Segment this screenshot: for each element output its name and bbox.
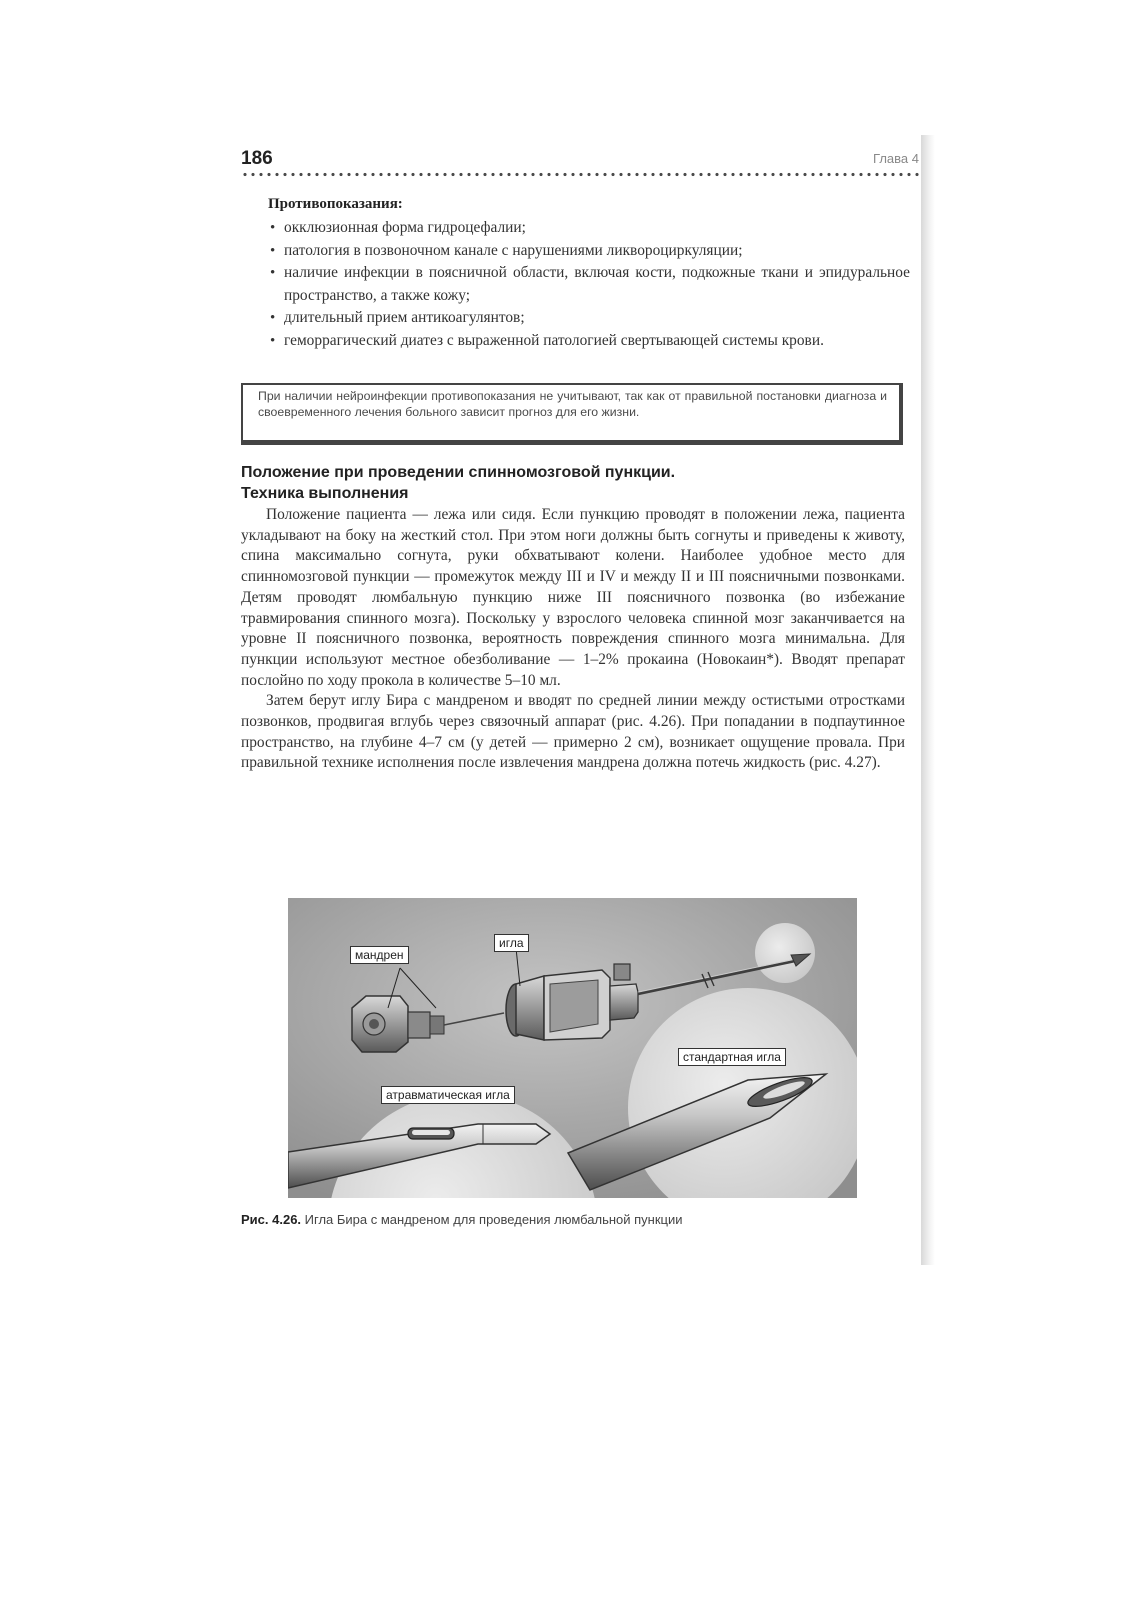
list-item: • длительный прием антикоагулянтов;	[268, 307, 910, 330]
caption-text: Игла Бира с мандреном для проведения люмбальной пункции	[304, 1212, 683, 1227]
paragraph: Затем берут иглу Бира с мандреном и вводят по средней линии между остистыми отростками позвонков, продвигая вглубь через связочный аппарат (рис. 4.26). При попадании в подпаутинное пространство, на глубине 4–7 см (у детей — примерно 2 см), возникает ощущение провала. При правильной технике исполнения после извлечения мандрена должна потечь жидкость (рис. 4.27).	[241, 692, 905, 772]
page-edge-shadow	[921, 135, 935, 1265]
contraindications-section	[268, 196, 910, 352]
running-head: Глава 4	[873, 151, 919, 166]
page-number: 186	[241, 148, 273, 169]
body-text	[241, 505, 905, 774]
label-needle: игла	[494, 934, 529, 952]
section-title-line-1: Положение при проведении спинномозговой пункции.	[241, 464, 676, 481]
section-title	[241, 462, 911, 504]
dotted-rule	[241, 172, 919, 177]
list-item: • геморрагический диатез с выраженной патологией свертывающей системы крови.	[268, 330, 910, 353]
magnifier-circle-small	[755, 923, 815, 983]
label-standard-needle: стандартная игла	[678, 1048, 786, 1066]
label-atraumatic-needle: атравматическая игла	[381, 1086, 515, 1104]
figure-caption	[241, 1212, 921, 1227]
list-item: • наличие инфекции в поясничной области, включая кости, подкожные ткани и эпидуральное пространство, а также кожу;	[268, 262, 910, 307]
contraindications-title: Противопоказания:	[268, 196, 403, 212]
label-stylet: мандрен	[350, 946, 409, 964]
list-item: • окклюзионная форма гидроцефалии;	[268, 217, 910, 240]
figure-needle-illustration	[288, 898, 857, 1198]
caption-number: Рис. 4.26.	[241, 1212, 302, 1227]
note-box: При наличии нейроинфекции противопоказания не учитывают, так как от правильной постановки диагноза и своевременного лечения больного зависит прогноз для его жизни.	[241, 383, 903, 445]
page-header	[241, 144, 921, 184]
paragraph: Положение пациента — лежа или сидя. Если пункцию проводят в положении лежа, пациента укладывают на боку на жесткий стол. При этом ноги должны быть согнуты и приведены к животу, спина максимально согнута, руки обхватывают колени. Наиболее удобное место для спинномозговой пункции — промежуток между III и IV и между II и III поясничными позвонками. Детям проводят люмбальную пункцию ниже III поясничного позвонка (во избежание травмирования спинного мозга). Поскольку у взрослого человека спинной мозг заканчивается на уровне II поясничного позвонка, вероятность повреждения спинного мозга минимальна. Для пункции используют местное обезболивание — 1–2% прокаина (Новокаин*). Вводят препарат послойно по ходу прокола в количестве 5–10 мл.	[241, 506, 905, 689]
list-item: • патология в позвоночном канале с нарушениями ликвороциркуляции;	[268, 240, 910, 263]
contraindications-list	[268, 217, 910, 352]
section-title-line-2: Техника выполнения	[241, 485, 409, 502]
